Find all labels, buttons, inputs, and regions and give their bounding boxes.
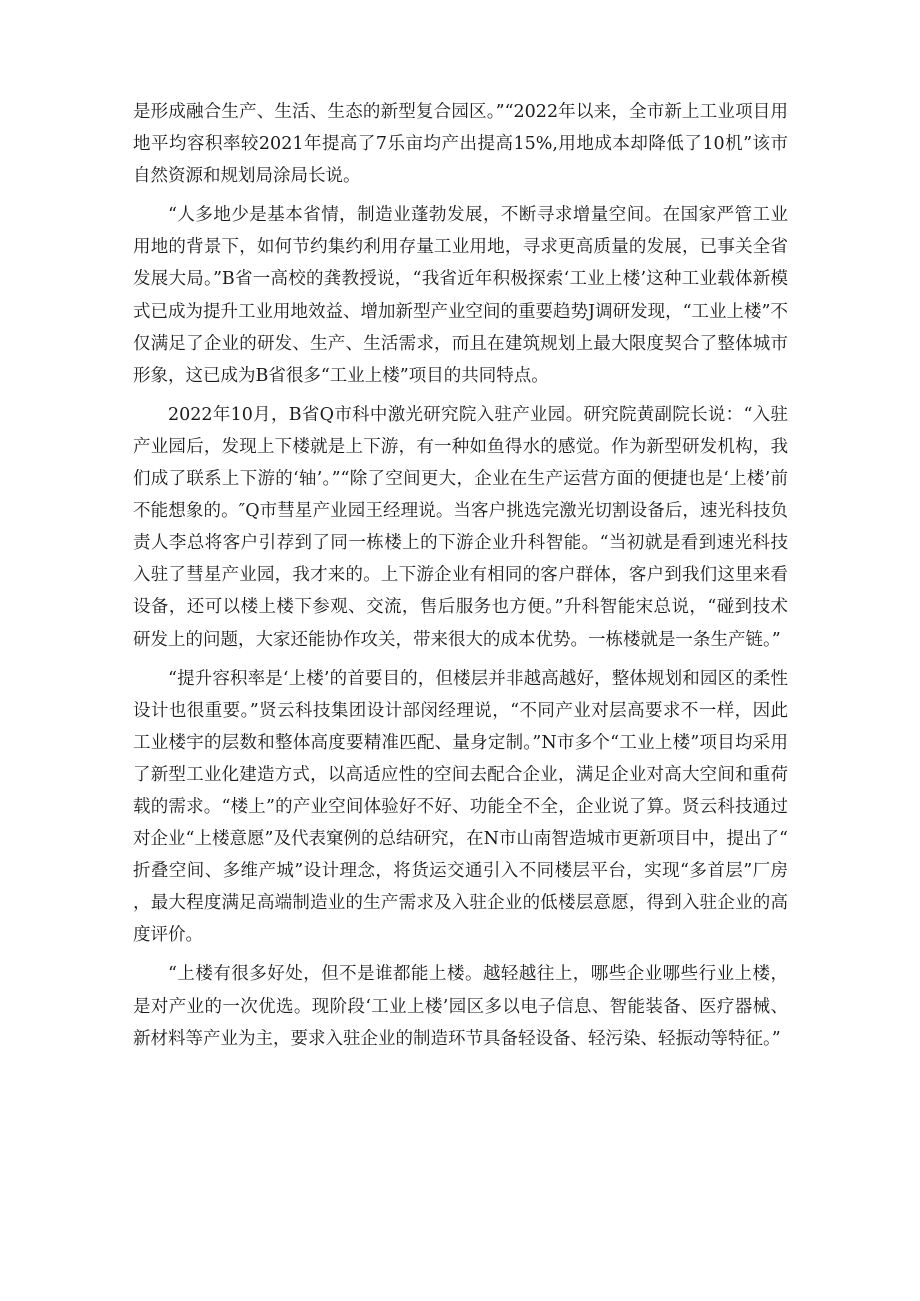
article-body: [133, 96, 788, 1055]
paragraph-2: “人多地少是基本省情，制造业蓬勃发展，不断寻求增量空间。在国家严管工业用地的背景下，如何节约集约利用存量工业用地，寻求更高质量的发展，已事关全省发展大局。”B省一高校的龚教授说，“我省近年积极探索‘工业上楼’这种工业载体新模式已成为提升工业用地效益、增加新型产业空间的重要趋势J调研发现，“工业上楼”不仅满足了企业的研发、生产、生活需求，而且在建筑规划上最大限度契合了整体城市形象，这已成为B省很多“工业上楼”项目的共同特点。: [133, 205, 788, 386]
paragraph-5: “上楼有很多好处，但不是谁都能上楼。越轻越往上，哪些企业哪些行业上楼，是对产业的一次优选。现阶段‘工业上楼’园区多以电子信息、智能装备、医疗器械、新材料等产业为主，要求入驻企业的制造环节具备轻设备、轻污染、轻振动等特征。”: [133, 964, 788, 1049]
paragraph-4: “提升容积率是‘上楼’的首要目的，但楼层并非越高越好，整体规划和园区的柔性设计也很重要。”贤云科技集团设计部闵经理说，“不同产业对层高要求不一样，因此工业楼宇的层数和整体高度要精准匹配、量身定制。”N市多个“工业上楼”项目均采用了新型工业化建造方式，以高适应性的空间去配合企业，满足企业对高大空间和重荷载的需求。“楼上”的产业空间体验好不好、功能全不全，企业说了算。贤云科技通过对企业“上楼意愿”及代表窠例的总结研究，在N市山南智造城市更新项目中，提出了“折叠空间、多维产城”设计理念，将货运交通引入不同楼层平台，实现“多首层”厂房，最大程度满足高端制造业的生产需求及入驻企业的低楼层意愿，得到入驻企业的高度评价。: [133, 668, 788, 946]
paragraph-3: 2022年10月，B省Q市科中激光研究院入驻产业园。研究院黄副院长说：“入驻产业园后，发现上下楼就是上下游，有一种如鱼得水的感觉。作为新型研发机构，我们成了联系上下游的‘轴’。”“除了空间更大，企业在生产运营方面的便捷也是‘上楼’前不能想象的。″Q市彗星产业园王经理说。当客户挑选完激光切割设备后，速光科技负责人李总将客户引荐到了同一栋楼上的下游企业升科智能。“当初就是看到速光科技入驻了彗星产业园，我才来的。上下游企业有相同的客户群体，客户到我们这里来看设备，还可以楼上楼下参观、交流，售后服务也方便。”升科智能宋总说，“碰到技术研发上的问题，大家还能协作攻关，带来很大的成本优势。一栋楼就是一条生产链。”: [133, 404, 788, 650]
paragraph-1: 是形成融合生产、生活、生态的新型复合园区。”“2022年以来，全市新上工业项目用地平均容积率较2021年提高了7乐亩均产出提高15%,用地成本却降低了10机”该市自然资源和规划局涂局长说。: [133, 102, 788, 187]
